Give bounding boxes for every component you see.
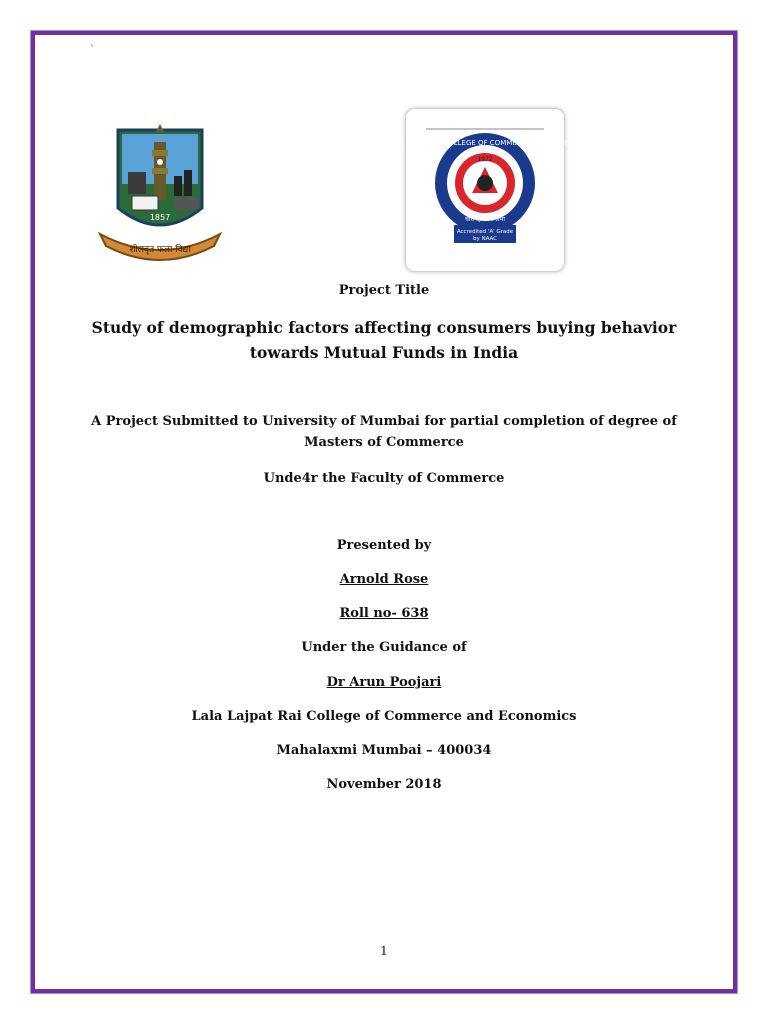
submission-date: November 2018 (326, 777, 442, 792)
student-name-text: Arnold Rose (339, 572, 429, 587)
college-accreditation-line1: Accredited 'A' Grade (456, 229, 514, 235)
college-year-text: 1972 (477, 156, 493, 163)
roll-number-text: Roll no- 638 (339, 606, 429, 621)
stray-mark: ` (90, 45, 95, 56)
logo-motto-text: शीलवृत फला विद्या (129, 245, 191, 255)
presented-by-label: Presented by (336, 538, 432, 553)
faculty-line: Unde4r the Faculty of Commerce (263, 471, 505, 486)
college-motto-text: चारो हि तस्मा प्रभा (465, 216, 505, 223)
roll-number (40, 606, 728, 621)
submission-line2: Masters of Commerce (304, 435, 464, 450)
guide-name (40, 675, 728, 690)
page-number: 1 (380, 944, 388, 958)
guide-name-text: Dr Arun Poojari (326, 675, 442, 690)
college-name: Lala Lajpat Rai College of Commerce and Economics (191, 709, 577, 724)
college-ring-text: LALA LAJPATRAI COLLEGE OF COMMERCE & ECONOMICS (386, 139, 584, 147)
lala-lajpat-rai-college-logo (386, 127, 584, 249)
university-of-mumbai-logo (96, 124, 224, 264)
project-title-label: Project Title (338, 283, 430, 298)
logo-year-text: 1857 (149, 213, 171, 222)
project-title-line1: Study of demographic factors affecting consumers buying behavior (91, 318, 677, 337)
student-name (40, 572, 728, 587)
college-accreditation-line2: by NAAC (472, 236, 498, 242)
college-logo-frame (386, 108, 584, 272)
submission-line1: A Project Submitted to University of Mumbai for partial completion of degree of (91, 414, 677, 429)
college-address: Mahalaxmi Mumbai – 400034 (276, 743, 492, 758)
project-title-line2: towards Mutual Funds in India (249, 343, 519, 362)
guidance-label: Under the Guidance of (301, 640, 467, 655)
